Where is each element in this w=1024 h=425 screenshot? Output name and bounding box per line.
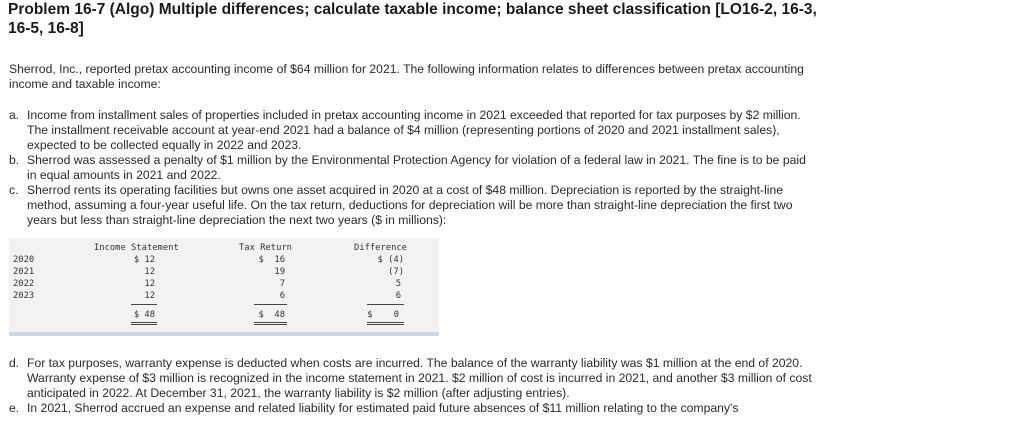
list-text: Sherrod rents its operating facilities but owns one asset acquired in 2020 at a cost of $48 million. Depreciation is reported by the straight-line method, assuming a four-year useful life. On the tax return, deductions for depreciation will be more than straight-line depreciation the first two years but less than straight-line depreciation the next two years ($ in millions): xyxy=(27,183,793,227)
problem-title: Problem 16-7 (Algo) Multiple differences; calculate taxable income; balance sheet classification [LO16-2, 16-3, 16-5, 16-8] xyxy=(8,1,817,37)
list-marker: e. xyxy=(9,401,20,415)
list-text: Sherrod was assessed a penalty of $1 million by the Environmental Protection Agency for violation of a federal law in 2021. The fine is to be paid in equal amounts in 2021 and 2022. xyxy=(27,153,806,182)
list-item-c xyxy=(9,183,809,228)
total-double-rule xyxy=(367,322,404,323)
list-item-a xyxy=(9,108,809,153)
intro-paragraph: Sherrod, Inc., reported pretax accounting income of $64 million for 2021. The following information relates to differences between pretax accounting income and taxable income: xyxy=(9,62,804,91)
list-marker: c. xyxy=(9,183,19,197)
total-rule xyxy=(254,304,287,305)
header-tax-return: Tax Return xyxy=(239,243,292,253)
list-marker: b. xyxy=(9,153,20,167)
tax-total: $ 48 xyxy=(258,310,285,320)
row-year: 2023 xyxy=(13,291,35,301)
difference-total: $ 0 xyxy=(367,310,399,320)
list-item-b xyxy=(9,153,809,183)
list-marker: d. xyxy=(9,356,20,370)
income-value: 12 xyxy=(144,291,155,301)
income-value: 12 xyxy=(144,267,155,277)
difference-value: $ (4) xyxy=(377,255,404,265)
header-difference: Difference xyxy=(354,243,407,253)
total-double-rule xyxy=(254,324,287,325)
depreciation-table xyxy=(9,238,439,336)
tax-value: 6 xyxy=(279,291,285,301)
row-year: 2021 xyxy=(13,267,35,277)
total-rule xyxy=(367,304,404,305)
row-year: 2020 xyxy=(13,255,35,265)
header-income-statement: Income Statement xyxy=(94,243,179,253)
income-value: $ 12 xyxy=(133,255,155,265)
income-value: 12 xyxy=(144,279,155,289)
total-double-rule xyxy=(254,322,287,323)
difference-list-top xyxy=(9,108,809,228)
list-marker: a. xyxy=(9,108,20,122)
income-total: $ 48 xyxy=(133,310,155,320)
difference-value: (7) xyxy=(388,267,404,277)
tax-value: $ 16 xyxy=(258,255,285,265)
tax-value: 7 xyxy=(279,279,285,289)
row-year: 2022 xyxy=(13,279,35,289)
total-double-rule xyxy=(367,324,404,325)
list-item-e xyxy=(9,401,819,416)
total-double-rule xyxy=(131,322,157,323)
total-rule xyxy=(131,304,157,305)
list-text: In 2021, Sherrod accrued an expense and related liability for estimated paid future absences of $11 million relating to the company's xyxy=(27,401,739,415)
table-bottom-border xyxy=(9,332,439,336)
total-double-rule xyxy=(131,324,157,325)
tax-value: 19 xyxy=(274,267,285,277)
difference-value: 5 xyxy=(395,279,401,289)
list-item-d xyxy=(9,356,819,401)
list-text: For tax purposes, warranty expense is deducted when costs are incurred. The balance of the warranty liability was $1 million at the end of 2020. Warranty expense of $3 million is recognized in the income statement in 2021. $2 million of cost is incurred in 2021, and another $3 million of cost anticipated in 2022. At December 31, 2021, the warranty liability is $2 million (after adjusting entries). xyxy=(27,356,812,400)
difference-list-bottom xyxy=(9,356,819,416)
difference-value: 6 xyxy=(395,291,401,301)
list-text: Income from installment sales of properties included in pretax accounting income in 2021 exceeded that reported for tax purposes by $2 million. The installment receivable account at year-end 2021 had a balance of $4 million (representing portions of 2020 and 2021 installment sales), expected to be collected equally in 2022 and 2023. xyxy=(27,108,801,152)
